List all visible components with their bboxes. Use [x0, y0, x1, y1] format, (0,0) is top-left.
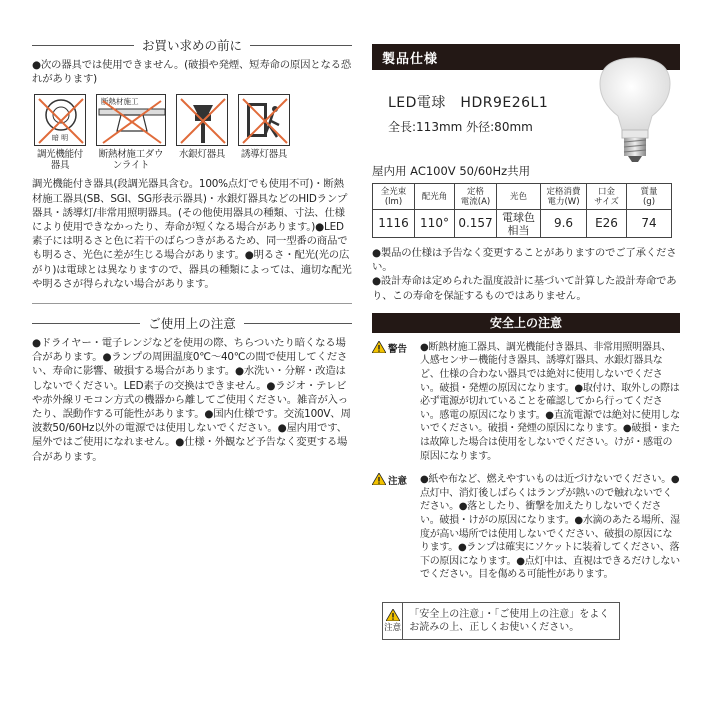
- spec-value: 74: [627, 210, 672, 238]
- before-purchase-intro: ●次の器具では使用できません。(破損や発煙、短寿命の原因となる恐れがあります): [32, 59, 352, 86]
- warning-label: [372, 341, 420, 463]
- notice-label: [383, 603, 403, 639]
- exit-sign-icon: [238, 94, 290, 146]
- before-purchase-header: [32, 36, 352, 54]
- dimmer-caption: 調光機能付器具: [36, 149, 83, 172]
- insulated-downlight-caption: 断熱材施工ダウンライト: [98, 149, 164, 172]
- spec-col-header: 光色: [497, 184, 541, 210]
- warning-block: [372, 341, 680, 463]
- exit-sign-item: [238, 94, 290, 171]
- spec-value: 電球色 相当: [497, 210, 541, 238]
- dimmer-icon: [34, 94, 86, 146]
- notice-label-text: 注意: [384, 622, 402, 633]
- spec-col-header: 定格消費 電力(W): [541, 184, 587, 210]
- notice-text: 「安全上の注意」・「ご使用上の注意」をよくお読みの上、正しくお使いください。: [409, 608, 610, 633]
- exit-sign-caption: 誘導灯器具: [240, 149, 287, 161]
- read-notice-box: [382, 602, 620, 640]
- led-bulb-image: [594, 54, 676, 166]
- product-dimensions: 全長:113mm 外径:80mm: [388, 120, 533, 134]
- notice-triangle-icon: [386, 609, 400, 621]
- before-purchase-body: 調光機能付き器具(段調光器具含む。100%点灯でも使用不可)・断熱材施工器具(SB、SGI、SG形表示器具)・水銀灯器具などのHIDランプ器具・誘導灯/非常用照明器具。(その他使用器具の種類、寸法、仕様により使用できなかったり、寿命が短くなる場合があります。)●LED素子には明るさと色に若干のばらつきがあるため、同一型番の商品でも明るさ、光色に差が生じる場合があります。●明るさ・配光(光の広がり)は電球とは異なりますので、器具の種類によっては、適切な配光や明るさが得られない場合があります。: [32, 178, 352, 290]
- caution-block: [372, 473, 680, 582]
- spec-value: 1116: [373, 210, 415, 238]
- mercury-lamp-icon: [176, 94, 228, 146]
- spec-col-header: 口金 サイズ: [587, 184, 627, 210]
- spec-note: ●設計寿命は定められた温度設計に基づいて計算した設計寿命であり、この寿命を保証するものではありません。: [372, 275, 677, 302]
- safety-header: 安全上の注意: [372, 313, 680, 333]
- caution-label-text: 注意: [388, 476, 408, 488]
- usage-notes-header: [32, 314, 352, 332]
- warning-triangle-icon: [372, 341, 386, 353]
- divider: [32, 303, 352, 304]
- power-spec: 屋内用 AC100V 50/60Hz共用: [372, 164, 531, 178]
- spec-col-header: 質量 (g): [627, 184, 672, 210]
- caution-text: ●紙や布など、燃えやすいものは近づけないでください。●点灯中、消灯後しばらくはランプが熱いので触れないでください。●落としたり、衝撃を加えたりしないでください。破損・けがの原因になります。●水滴のあたる場所、湿度が高い場所では使用しないでください、破損の原因になります。●ランプは確実にソケットに装着してください、落下の原因になります。●点灯中は、直視はできるだけしないでください。目を傷める可能性があります。: [420, 474, 680, 581]
- spec-value: E26: [587, 210, 627, 238]
- right-column: [372, 44, 680, 640]
- spec-value: 9.6: [541, 210, 587, 238]
- insulated-downlight-icon: [96, 94, 166, 146]
- insulated-inner-label: 断熱材施工: [101, 97, 139, 107]
- product-name: LED電球 HDR9E26L1: [388, 95, 549, 111]
- mercury-lamp-item: [176, 94, 228, 171]
- warning-text: ●断熱材施工器具、調光機能付き器具、非常用照明器具、人感センサー機能付き器具、誘導灯器具、水銀灯器具など、仕様の合わない器具では絶対に使用しないでください。破損・発煙の原因になります。●取付け、取外しの際は必ず電源が切れていることを確認してから行ってください。感電の原因になります。●直流電源では絶対に使用しないでください。破損・発煙の原因になります。●破損・または故障した場合は使用をしないでください。けが・感電の原因になります。: [420, 341, 680, 462]
- dimmer-inner-label: 暗 明: [51, 134, 69, 143]
- spec-table-value-row: [373, 210, 672, 238]
- spec-value: 0.157: [455, 210, 497, 238]
- unsupported-fixture-icons: [34, 94, 352, 171]
- caution-triangle-icon: [372, 473, 386, 485]
- spec-value: 110°: [415, 210, 455, 238]
- spec-notes: [372, 246, 680, 303]
- spec-header: 製品仕様: [372, 44, 680, 70]
- usage-notes-body: ●ドライヤー・電子レンジなどを使用の際、ちらついたり暗くなる場合があります。●ランプの周囲温度0℃〜40℃の間で使用してください、寿命に影響、破損する場合があります。●水洗い・分解・改造はしないでください。LED素子の交換はできません。●ラジオ・テレビや赤外線リモコン方式の機器から離してご使用ください。雑音が入ったり、誤動作する可能性があります。●国内仕様です。交流100V、周波数50/60Hz以外の電源では使用しないでください。●屋内用です、屋外ではご使用になれません。●仕様・外観など予告なく変更する場合があります。: [32, 337, 351, 463]
- spec-col-header: 配光角: [415, 184, 455, 210]
- caution-label: [372, 473, 420, 582]
- spec-col-header: 全光束 (lm): [373, 184, 415, 210]
- dimmer-fixture-item: [34, 94, 86, 171]
- left-column: [32, 36, 352, 464]
- spec-table-header-row: [373, 184, 672, 210]
- spec-table: [372, 183, 672, 238]
- before-purchase-title: お買い求めの前に: [142, 38, 243, 53]
- usage-notes-title: ご使用上の注意: [148, 316, 236, 332]
- mercury-lamp-caption: 水銀灯器具: [178, 149, 225, 161]
- insulated-downlight-item: [96, 94, 166, 171]
- spec-col-header: 定格 電流(A): [455, 184, 497, 210]
- warning-label-text: 警告: [388, 343, 408, 355]
- spec-note: ●製品の仕様は予告なく変更することがありますのでご了承ください。: [372, 247, 677, 274]
